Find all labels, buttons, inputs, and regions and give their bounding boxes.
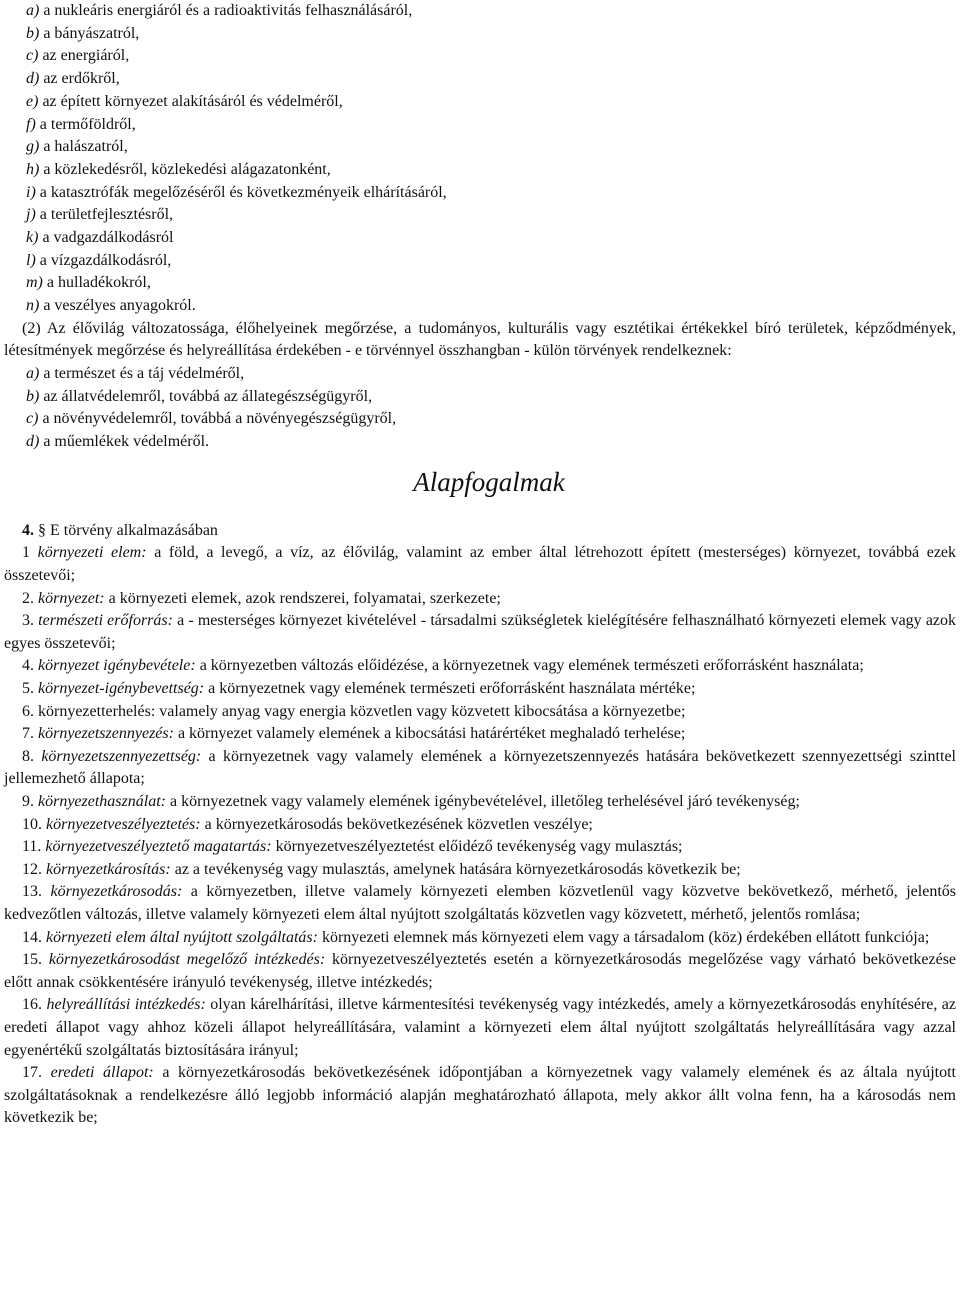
list-text: a katasztrófák megelőzéséről és következményeik elhárításáról, xyxy=(35,183,447,201)
list-letter: a) xyxy=(26,2,40,19)
list-letter: e) xyxy=(26,92,39,110)
definition-text: a környezetben változás előidézése, a környezetnek vagy elemének természeti erőforrásként használata; xyxy=(195,657,864,675)
definition-text: környezetveszélyeztetést előidéző tevékenység vagy mulasztás; xyxy=(271,838,683,856)
list-letter: m) xyxy=(26,274,43,292)
list-letter: n) xyxy=(26,297,40,315)
definition-text: a környezetkárosodás bekövetkezésének közvetlen veszélye; xyxy=(200,815,593,833)
definition-number: 9. xyxy=(22,792,38,810)
list-item xyxy=(26,182,956,205)
section-sign: § xyxy=(38,521,46,539)
definition-number: 3. xyxy=(22,612,39,630)
list-letter: j) xyxy=(26,206,36,224)
list-text: a műemlékek védelméről. xyxy=(39,433,210,451)
definition-text: a környezetnek vagy elemének természeti erőforrásként használata mértéke; xyxy=(204,680,696,697)
list-item xyxy=(26,431,956,454)
list-text: az erdőkről, xyxy=(39,70,120,88)
definition-term: környezetszennyezés: xyxy=(38,725,174,743)
article-text: E törvény alkalmazásában xyxy=(46,521,218,539)
definition-number: 7. xyxy=(22,725,38,743)
definition-term: környezethasználat: xyxy=(38,792,166,810)
list-text: a vadgazdálkodásról xyxy=(38,229,174,247)
definition-item xyxy=(4,814,956,837)
definition-term: környezetkárosodást megelőző intézkedés: xyxy=(48,951,326,969)
definition-term: környezet-igénybevettség: xyxy=(38,680,205,697)
list-item xyxy=(26,159,956,182)
list-item xyxy=(26,114,956,137)
definition-term: környezeti elem által nyújtott szolgáltatás: xyxy=(46,928,318,946)
definition-term: környezetkárosodás: xyxy=(50,883,183,901)
definition-term: környezetveszélyeztetés: xyxy=(46,815,201,833)
list-text: a hulladékokról, xyxy=(42,274,151,292)
definition-item xyxy=(4,1062,956,1130)
definition-item xyxy=(4,655,956,678)
list-letter: b) xyxy=(26,387,40,405)
definition-number: 16. xyxy=(22,996,47,1014)
list-letter: c) xyxy=(26,410,39,428)
definition-number: 4. xyxy=(22,657,38,675)
definition-number: 6. xyxy=(22,702,38,720)
list-item xyxy=(26,204,956,227)
list-text: a nukleáris energiáról és a radioaktivitás felhasználásáról, xyxy=(39,2,413,19)
list-text: az állatvédelemről, továbbá az állategészségügyről, xyxy=(39,387,373,405)
protection-laws-list xyxy=(4,363,956,454)
definition-item xyxy=(4,746,956,791)
list-letter: c) xyxy=(26,47,39,65)
list-text: a halászatról, xyxy=(39,138,128,156)
list-letter: d) xyxy=(26,70,40,88)
sector-laws-list xyxy=(4,0,956,318)
list-letter: d) xyxy=(26,433,40,451)
list-item xyxy=(26,23,956,46)
list-item xyxy=(26,91,956,114)
definition-number: 12. xyxy=(22,860,46,878)
list-item xyxy=(26,295,956,318)
list-letter: g) xyxy=(26,138,40,156)
definition-item xyxy=(4,610,956,655)
section-heading: Alapfogalmak xyxy=(413,466,565,497)
definition-term: környezetkárosítás: xyxy=(46,860,171,878)
list-item xyxy=(26,363,956,386)
list-text: a természet és a táj védelméről, xyxy=(39,365,245,383)
list-text: a veszélyes anyagokról. xyxy=(39,297,196,315)
paragraph-2: (2) Az élővilág változatossága, élőhelyeinek megőrzése, a tudományos, kulturális vagy esztétikai értékekkel bíró területek, képződmények, létesítmények megőrzése és helyreállítása érdekében - e törvénnyel összhangban - külön törvények rendelkeznek: xyxy=(4,319,956,360)
definition-text: a környezetnek vagy valamely elemének a környezetszennyezés hatására bekövetkezett szennyezettségi szinttel jellemezhető állapota; xyxy=(4,747,956,788)
list-letter: i) xyxy=(26,183,36,201)
definition-number: 15. xyxy=(22,951,49,969)
list-letter: f) xyxy=(26,115,36,133)
definition-item xyxy=(4,588,956,611)
list-text: a területfejlesztésről, xyxy=(35,206,174,224)
article-number: 4. xyxy=(22,521,34,539)
list-text: a termőföldről, xyxy=(35,115,136,133)
definition-item xyxy=(4,542,956,587)
list-item xyxy=(26,272,956,295)
definition-text: környezeti elemnek más környezeti elem vagy a társadalom (köz) érdekében ellátott funkciója; xyxy=(317,928,930,946)
definition-term: környezet: xyxy=(38,589,105,607)
definition-item xyxy=(4,994,956,1062)
definition-term: helyreállítási intézkedés: xyxy=(46,996,206,1014)
definition-text: környezetterhelés: valamely anyag vagy energia közvetlen vagy közvetett kibocsátása a környezetbe; xyxy=(38,702,686,720)
definition-item xyxy=(4,881,956,926)
definition-number: 8. xyxy=(22,747,42,765)
definition-text: a környezetkárosodás bekövetkezésének időpontjában a környezetnek vagy valamely elemének és az általa nyújtott szolgáltatásoknak a rendelkezésre álló legjobb információ alapján meghatározható állapota, mely akkor állt volna fenn, ha a károsodás nem következik be; xyxy=(4,1064,956,1127)
definitions-list xyxy=(4,542,956,1129)
definition-term: környezeti elem: xyxy=(37,544,147,562)
definition-item xyxy=(4,949,956,994)
list-text: a bányászatról, xyxy=(39,24,140,42)
definition-text: olyan kárelhárítási, illetve kármentesítési tevékenység vagy intézkedés, amely a környezetkárosodás enyhítésére, az eredeti állapot vagy ahhoz közeli állapot helyreállítására, valamint a környezeti elem által nyújtott szolgáltatás helyreállítására vagy azzal egyenértékű szolgáltatás biztosítására irányul; xyxy=(4,996,957,1059)
definition-text: a környezeti elemek, azok rendszerei, folyamatai, szerkezete; xyxy=(104,589,501,607)
definition-text: a föld, a levegő, a víz, az élővilág, valamint az ember által létrehozott épített (mesterséges) környezet, továbbá ezek összetevői; xyxy=(4,544,957,585)
list-item xyxy=(26,386,956,409)
definition-number: 11. xyxy=(22,838,46,856)
definition-item xyxy=(4,836,956,859)
list-item xyxy=(26,45,956,68)
definition-text: a környezet valamely elemének a kibocsátási határértéket meghaladó terhelése; xyxy=(173,725,686,743)
definition-number: 13. xyxy=(22,883,51,901)
definition-item xyxy=(4,927,956,950)
list-letter: a) xyxy=(26,365,40,383)
list-item xyxy=(26,136,956,159)
definition-item xyxy=(4,678,956,701)
list-item xyxy=(26,0,956,23)
list-letter: b) xyxy=(26,24,40,42)
definition-number: 10. xyxy=(22,815,46,833)
definition-item xyxy=(4,701,956,724)
list-text: az energiáról, xyxy=(38,47,130,65)
list-item xyxy=(26,227,956,250)
definition-text: a - mesterséges környezet kivételével - társadalmi szükségletek kielégítésére felhasználható környezeti elemek vagy azok egyes összetevői; xyxy=(4,612,957,652)
definition-number: 5. xyxy=(22,680,38,697)
definition-term: környezetszennyezettség: xyxy=(41,747,202,765)
list-text: a vízgazdálkodásról, xyxy=(35,251,172,269)
definition-term: természeti erőforrás: xyxy=(38,612,173,630)
definition-number: 1 xyxy=(22,544,38,562)
list-letter: k) xyxy=(26,229,39,247)
definition-number: 14. xyxy=(22,928,46,946)
definition-text: környezetveszélyeztetés esetén a környezetkárosodás megelőzése vagy várható bekövetkezése előtt annak csökkentésére irányuló tevékenység, illetve intézkedés; xyxy=(4,951,957,991)
definition-text: a környezetnek vagy valamely elemének igénybevételével, illetőleg terhelésével járó tevékenység; xyxy=(165,792,800,810)
list-text: a növényvédelemről, továbbá a növényegészségügyről, xyxy=(38,410,397,428)
definition-term: környezetveszélyeztető magatartás: xyxy=(45,838,272,856)
list-letter: l) xyxy=(26,251,36,269)
list-text: a közlekedésről, közlekedési alágazatonként, xyxy=(39,160,331,178)
list-item xyxy=(26,250,956,273)
definition-number: 2. xyxy=(22,589,38,607)
definition-item xyxy=(4,791,956,814)
definition-item xyxy=(4,859,956,882)
definition-text: a környezetben, illetve valamely környezeti elemben közvetlenül vagy közvetve bekövetkező, mérhető, jelentős kedvezőtlen változás, illetve valamely környezeti elem által nyújtott szolgáltatás közvetlen vagy közvetett, mérhető, jelentős romlása; xyxy=(4,883,957,923)
list-item xyxy=(26,408,956,431)
list-letter: h) xyxy=(26,160,40,178)
list-text: az épített környezet alakításáról és védelméről, xyxy=(38,92,343,110)
definition-term: környezet igénybevétele: xyxy=(38,657,196,675)
article-intro xyxy=(22,520,956,543)
definition-text: az a tevékenység vagy mulasztás, amelynek hatására környezetkárosodás következik be; xyxy=(170,860,741,878)
definition-item xyxy=(4,723,956,746)
list-item xyxy=(26,68,956,91)
definition-term: eredeti állapot: xyxy=(50,1064,154,1082)
definition-number: 17. xyxy=(22,1064,51,1082)
